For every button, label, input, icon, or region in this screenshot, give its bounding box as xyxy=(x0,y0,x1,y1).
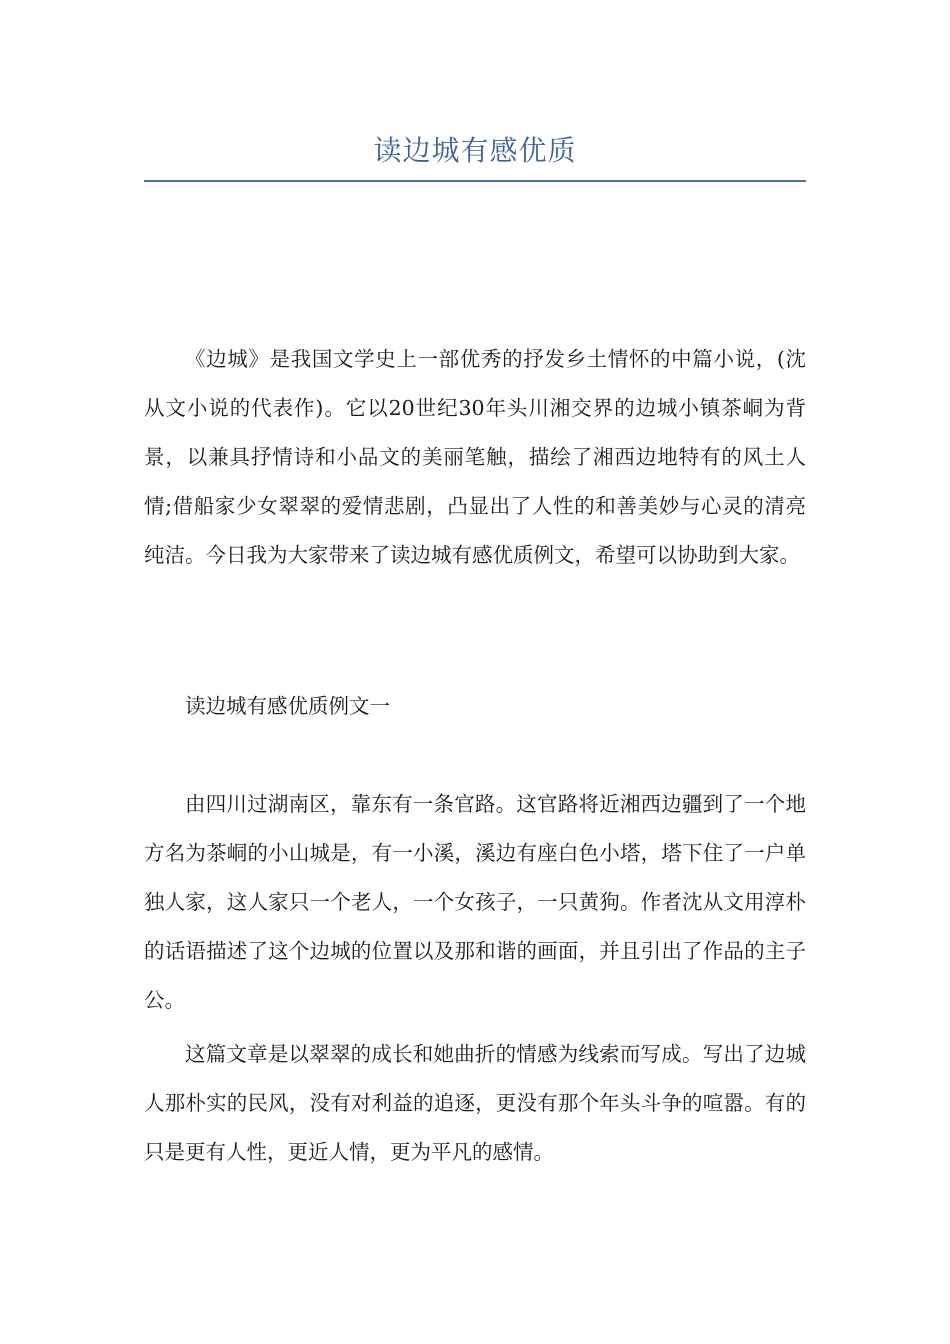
body-paragraph-2: 这篇文章是以翠翠的成长和她曲折的情感为线索而写成。写出了边城人那朴实的民风，没有对利益的追逐，更没有那个年头斗争的喧嚣。有的只是更有人性，更近人情，更为平凡的感情。 xyxy=(144,1042,806,1164)
document-title: 读边城有感优质 xyxy=(373,134,577,167)
intro-paragraph: 《边城》是我国文学史上一部优秀的抒发乡土情怀的中篇小说，(沈从文小说的代表作)。它以20世纪30年头川湘交界的边城小镇茶峒为背景，以兼具抒情诗和小品文的美丽笔触，描绘了湘西边地特有的风土人情;借船家少女翠翠的爱情悲剧，凸显出了人性的和善美妙与心灵的清亮纯洁。今日我为大家带来了读边城有感优质例文，希望可以协助到大家。 xyxy=(144,347,806,567)
section-subheading: 读边城有感优质例文一 xyxy=(185,694,390,718)
title-underline xyxy=(144,180,806,182)
body-paragraph-1: 由四川过湖南区，靠东有一条官路。这官路将近湘西边疆到了一个地方名为茶峒的小山城是，有一小溪，溪边有座白色小塔，塔下住了一户单独人家，这人家只一个老人，一个女孩子，一只黄狗。作者沈从文用淳朴的话语描述了这个边城的位置以及那和谐的画面，并且引出了作品的主子公。 xyxy=(144,792,806,1012)
